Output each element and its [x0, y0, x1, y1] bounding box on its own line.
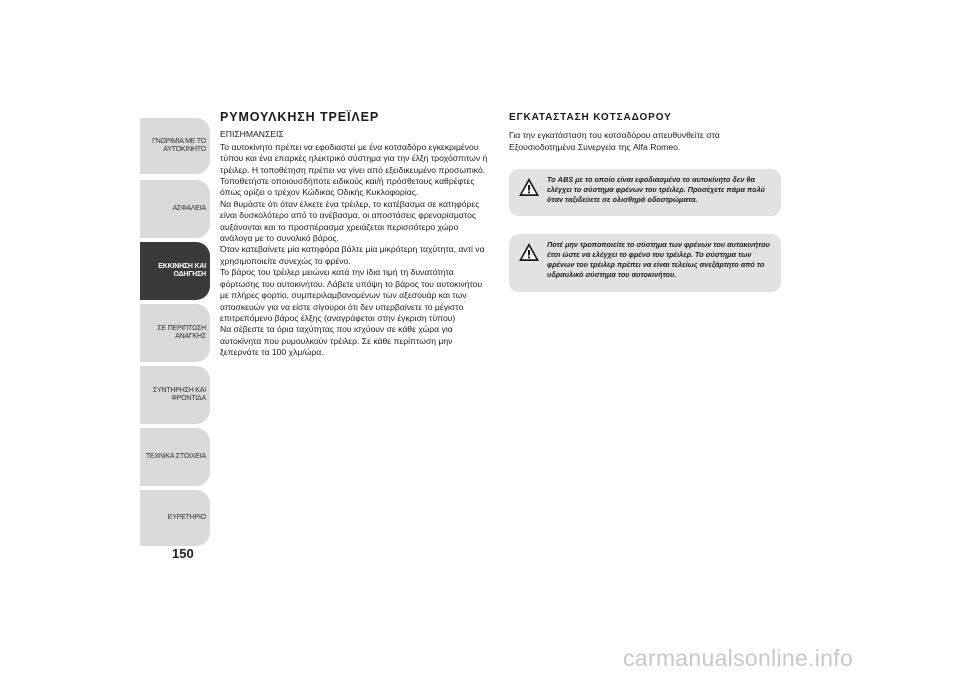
warning-text: Ποτέ μην τροποποιείτε το σύστημα των φρένων του αυτοκινήτου έτσι ώστε να ελέγχει το φρένο του τρέιλερ. Το σύστημα των φρένων του τρέιλερ πρέπει να είναι τελείως ανεξάρτητο από το υδραυλικό σύστημα του αυτοκινήτου. [547, 240, 770, 280]
tab-getting-to-know[interactable] [140, 118, 210, 174]
warning-box [509, 169, 781, 216]
paragraph: Να θυμάστε ότι όταν έλκετε ένα τρέιλερ, το κατέβασμα σε κατηφόρες είναι δυσκολότερο από το ανέβασμα, οι αποστάσεις φρεναρίσματος αυξάνονται και το προσπέρασμα χρειάζεται περισσότερο χώρο ανάλογα με το συνολικό βάρος. [220, 198, 480, 244]
tab-maintenance[interactable] [140, 366, 210, 424]
tab-label: ΑΣΦΑΛΕΙΑ [172, 205, 206, 212]
left-column [220, 112, 492, 359]
tab-technical-data[interactable] [140, 428, 210, 486]
warning-box [509, 234, 781, 292]
section-subheading: ΕΠΙΣΗΜΑΝΣΕΙΣ [220, 129, 284, 140]
tab-starting-driving[interactable] [140, 242, 210, 300]
section-title: ΕΓΚΑΤΑΣΤΑΣΗ ΚΟΤΣΑΔΟΡΟΥ [509, 112, 672, 123]
tab-label: ΓΝΩΡΙΜΙΑ ΜΕ ΤΟ ΑΥΤΟΚΙΝΗΤΟ [152, 138, 206, 153]
tab-index[interactable] [140, 490, 210, 546]
warning-triangle-icon [518, 242, 540, 262]
tab-label: ΣΥΝΤΗΡΗΣΗ ΚΑΙ ΦΡΟΝΤΙΔΑ [152, 387, 206, 402]
paragraph: Το βάρος του τρέιλερ μειώνει κατά την ίδια τιμή τη δυνατότητα φόρτωσης του αυτοκινήτου. Λάβετε υπόψη το βάρος του αυτοκινήτου με πλήρες φορτίο, συμπεριλαμβανομένων των αξεσουάρ και των αποσκευών για να είστε σίγουροι ότι δεν υπερβαίνετε το μέγιστο επιτρεπόμενο βάρος έλξης (αναγράφεται στην έγκριση τύπου) [220, 267, 483, 323]
watermark: carmanualsonline.info [623, 645, 854, 671]
warning-text: Το ABS με το οποίο είναι εφοδιασμένο το αυτοκίνητο δεν θα ελέγχει το σύστημα φρένων του τρέιλερ. Προσέχετε πάρα πολύ όταν ταξιδεύετε σε ολισθηρά οδοστρώματα. [547, 175, 765, 205]
tab-label: ΣΕ ΠΕΡΙΠΤΩΣΗ ΑΝΑΓΚΗΣ [157, 325, 206, 340]
tab-safety[interactable] [140, 180, 210, 238]
page-number: 150 [172, 546, 194, 561]
tab-label: ΕΚΚΙΝΗΣΗ ΚΑΙ ΟΔΗΓΗΣΗ [158, 263, 206, 278]
tab-emergency[interactable] [140, 304, 210, 362]
warning-triangle-icon [518, 177, 540, 197]
right-column [509, 112, 781, 292]
paragraph: Το αυτοκίνητο πρέπει να εφοδιαστεί με ένα κοτσαδόρο εγκεκριμένου τύπου και ένα επαρκές ηλεκτρικό σύστημα για την έλξη τροχόσπιτων ή τρέιλερ. Η τοποθέτηση πρέπει να γίνει από εξειδικευμένο προσωπικό. [220, 141, 488, 175]
paragraph: Όταν κατεβαίνετε μία κατηφόρα βάλτε μία μικρότερη ταχύτητα, αντί να χρησιμοποιείτε συνεχώς το φρένο. [220, 244, 485, 266]
tab-label: ΕΥΡΕΤΗΡΙΟ [167, 514, 206, 521]
paragraph: Για την εγκατάσταση του κοτσαδόρου απευθυνθείτε στα Εξουσιοδοτημένα Συνεργεία της Alfa Romeo. [509, 130, 720, 152]
paragraph: Να σέβεστε τα όρια ταχύτητας που ισχύουν σε κάθε χώρα για αυτοκίνητα που ρυμουλκούν τρέιλερ. Σε κάθε περίπτωση μην ξεπερνάτε τα 100 χλμ/ώρα. [220, 324, 453, 358]
tab-label: ΤΕΧΝΙΚΑ ΣΤΟΙΧΕΙΑ [145, 453, 206, 460]
paragraph: Τοποθετήστε οποιουσδήποτε ειδικούς και/ή πρόσθετους καθρέφτες όπως ορίζει ο τρέχον Κώδικας Οδικής Κυκλοφορίας. [220, 176, 475, 198]
section-title: ΡΥΜΟΥΛΚΗΣΗ ΤΡΕΪΛΕΡ [220, 110, 380, 124]
